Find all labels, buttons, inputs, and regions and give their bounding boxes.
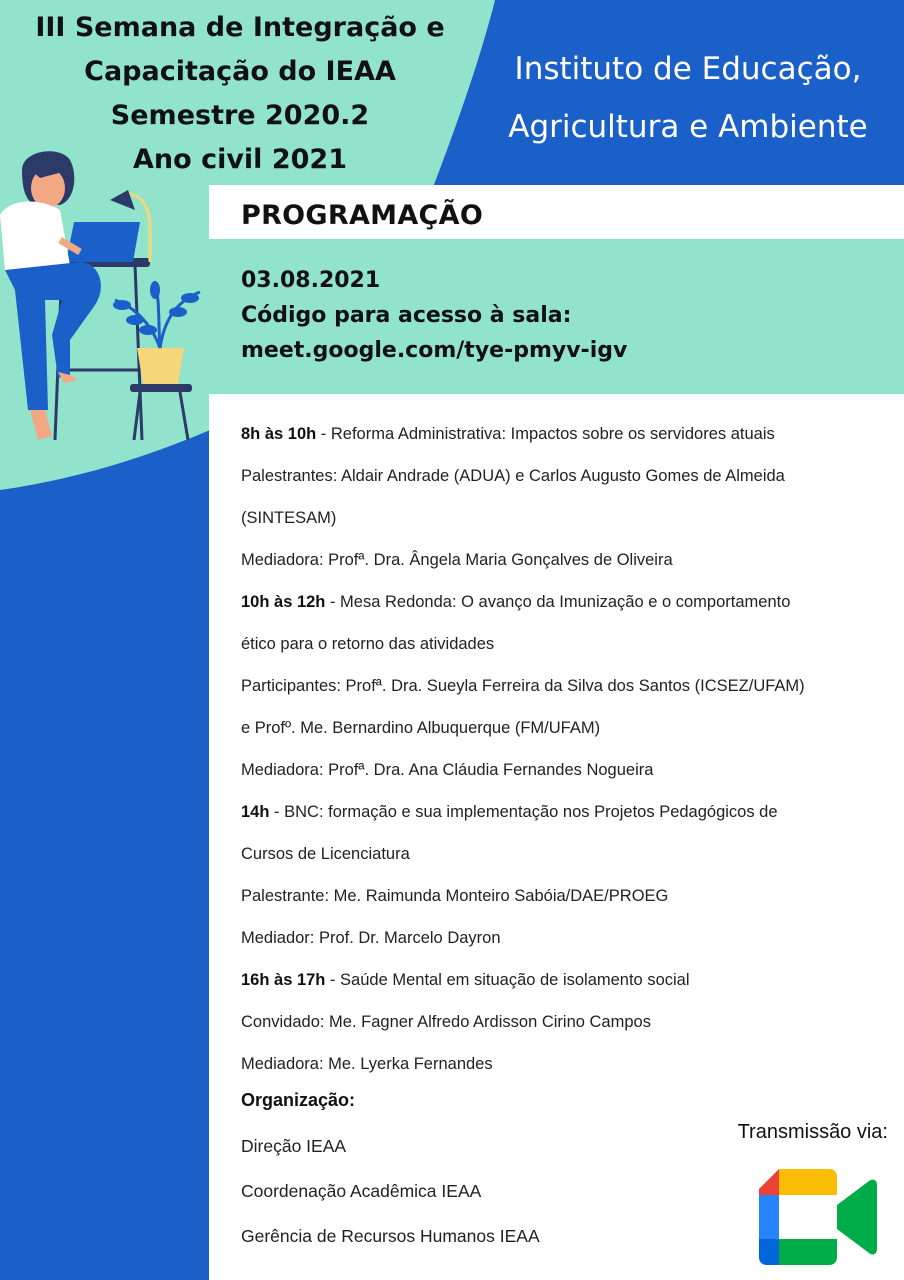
session-text: - Mesa Redonda: O avanço da Imunização e o comportamento <box>325 593 791 611</box>
event-date: 03.08.2021 <box>241 268 381 293</box>
schedule-line <box>241 1043 805 1085</box>
schedule-line <box>241 833 805 875</box>
schedule-line <box>241 497 805 539</box>
schedule-line <box>241 413 805 455</box>
session-text: Mediadora: Profª. Dra. Ângela Maria Gonçalves de Oliveira <box>241 551 673 569</box>
session-time: 14h <box>241 803 270 821</box>
session-text: Participantes: Profª. Dra. Sueyla Ferreira da Silva dos Santos (ICSEZ/UFAM) <box>241 677 805 695</box>
schedule-line <box>241 917 805 959</box>
session-text: (SINTESAM) <box>241 509 337 527</box>
schedule-line <box>241 875 805 917</box>
schedule-line <box>241 623 805 665</box>
session-text: Cursos de Licenciatura <box>241 845 410 863</box>
schedule-line <box>241 707 805 749</box>
institute-name-line: Agricultura e Ambiente <box>508 109 868 145</box>
schedule-line <box>241 665 805 707</box>
access-label: Código para acesso à sala: <box>241 303 572 328</box>
organization-item: Gerência de Recursos Humanos IEAA <box>241 1226 540 1246</box>
schedule-list <box>241 413 805 1085</box>
session-text: Mediadora: Me. Lyerka Fernandes <box>241 1055 493 1073</box>
session-time: 16h às 17h <box>241 971 326 989</box>
event-title-line: III Semana de Integração e <box>35 12 445 43</box>
event-title-line: Capacitação do IEAA <box>84 56 396 87</box>
session-text: Palestrante: Me. Raimunda Monteiro Sabóia/DAE/PROEG <box>241 887 669 905</box>
schedule-line <box>241 539 805 581</box>
organization-list <box>241 1124 540 1259</box>
organization-item: Direção IEAA <box>241 1136 347 1156</box>
schedule-line <box>241 959 805 1001</box>
session-text: Palestrantes: Aldair Andrade (ADUA) e Carlos Augusto Gomes de Almeida <box>241 467 785 485</box>
organization-item: Coordenação Acadêmica IEAA <box>241 1181 482 1201</box>
schedule-line <box>241 749 805 791</box>
event-title <box>20 6 460 182</box>
session-text: Mediador: Prof. Dr. Marcelo Dayron <box>241 929 501 947</box>
program-heading: PROGRAMAÇÃO <box>241 200 484 231</box>
schedule-line <box>241 455 805 497</box>
session-text: Mediadora: Profª. Dra. Ana Cláudia Fernandes Nogueira <box>241 761 654 779</box>
schedule-line <box>241 581 805 623</box>
session-text: - BNC: formação e sua implementação nos Projetos Pedagógicos de <box>269 803 778 821</box>
schedule-line <box>241 1001 805 1043</box>
session-time: 8h às 10h <box>241 425 317 443</box>
event-title-line: Semestre 2020.2 <box>110 100 370 131</box>
session-text: - Saúde Mental em situação de isolamento social <box>325 971 690 989</box>
transmission-label: Transmissão via: <box>737 1121 888 1143</box>
session-text: - Reforma Administrativa: Impactos sobre os servidores atuais <box>316 425 775 443</box>
event-title-line: Ano civil 2021 <box>133 144 347 175</box>
institute-name <box>478 40 898 156</box>
meeting-link[interactable]: meet.google.com/tye-pmyv-igv <box>241 338 628 363</box>
schedule-line <box>241 791 805 833</box>
session-text: ético para o retorno das atividades <box>241 635 495 653</box>
organization-title: Organização: <box>241 1090 356 1110</box>
session-time: 10h às 12h <box>241 593 326 611</box>
google-meet-icon <box>757 1167 879 1267</box>
session-text: e Profº. Me. Bernardino Albuquerque (FM/UFAM) <box>241 719 601 737</box>
access-info <box>241 263 627 368</box>
institute-name-line: Instituto de Educação, <box>514 51 862 87</box>
session-text: Convidado: Me. Fagner Alfredo Ardisson Cirino Campos <box>241 1013 651 1031</box>
